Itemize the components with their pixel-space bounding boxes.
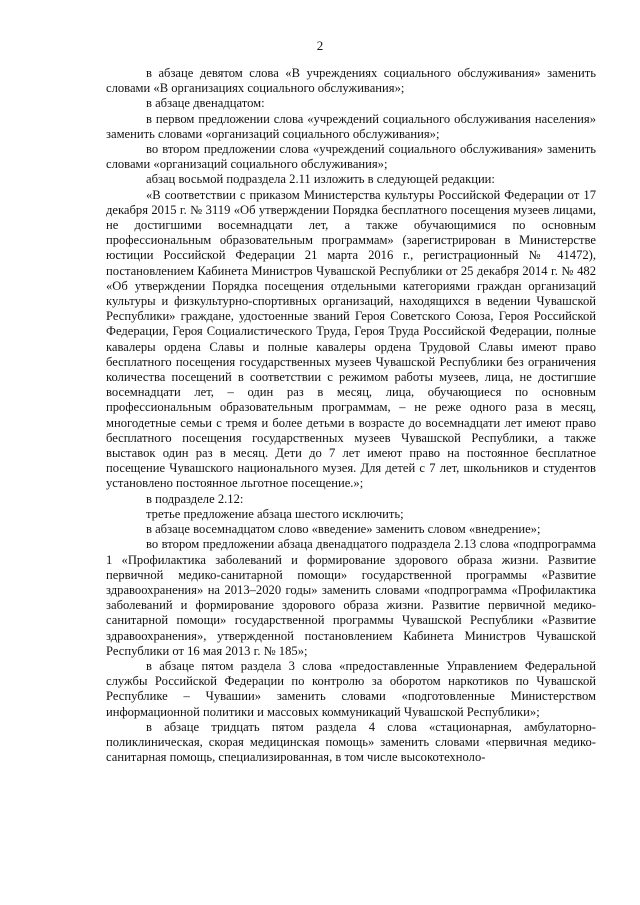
paragraph: в абзаце пятом раздела 3 слова «предоставленные Управлением Федеральной службы Российской Федерации по контролю за оборотом наркотиков по Чувашской Республике – Чувашии» заменить словами «подготовленные Министерством информационной политики и массовых коммуникаций Чувашской Республики»; bbox=[106, 658, 596, 719]
paragraph: третье предложение абзаца шестого исключить; bbox=[146, 506, 404, 521]
paragraph: в подразделе 2.12: bbox=[146, 491, 244, 506]
paragraph: абзац восьмой подраздела 2.11 изложить в следующей редакции: bbox=[146, 172, 495, 187]
paragraph: в абзаце тридцать пятом раздела 4 слова «стационарная, амбулаторно-поликлиническая, скорая медицинская помощь» заменить словами «первичная медико-санитарная помощь, специализированная, в том числе высокотехноло- bbox=[106, 719, 596, 765]
document-body bbox=[106, 66, 596, 765]
paragraph: в абзаце девятом слова «В учреждениях социального обслуживания» заменить словами «В организациях социального обслуживания»; bbox=[106, 66, 596, 96]
paragraph: во втором предложении абзаца двенадцатого подраздела 2.13 слова «подпрограмма 1 «Профилактика заболеваний и формирование здорового образа жизни. Развитие первичной медико-санитарной помощи» государственной программы «Развитие здравоохранения» на 2013–2020 годы» заменить словами «подпрограмма «Профилактика заболеваний и формирование здорового образа жизни. Развитие первичной медико-санитарной помощи» государственной программы Чувашской Республики «Развитие здравоохранения», утвержденной постановлением Кабинета Министров Чувашской Республики от 16 мая 2013 г. № 185»; bbox=[106, 537, 596, 658]
page-number: 2 bbox=[316, 38, 324, 53]
paragraph: во втором предложении слова «учреждений социального обслуживания» заменить словами «организаций социального обслуживания»; bbox=[106, 142, 596, 172]
paragraph: в абзаце двенадцатом: bbox=[146, 96, 265, 111]
paragraph: в абзаце восемнадцатом слово «введение» заменить словом «внедрение»; bbox=[146, 522, 541, 537]
paragraph: в первом предложении слова «учреждений социального обслуживания населения» заменить словами «организаций социального обслуживания»; bbox=[106, 111, 596, 141]
paragraph: «В соответствии с приказом Министерства культуры Российской Федерации от 17 декабря 2015 г. № 3119 «Об утверждении Порядка бесплатного посещения музеев лицами, не достигшими восемнадцати лет, а также обучающимися по основным профессиональным образовательным программам» (зарегистрирован в Министерстве юстиции Российской Федерации 21 марта 2016 г., регистрационный № 41472), постановлением Кабинета Министров Чувашской Республики от 25 декабря 2014 г. № 482 «Об утверждении Порядка посещения отдельными категориями граждан организаций культуры и физкультурно-спортивных организаций, находящихся в ведении Чувашской Республики» граждане, удостоенные званий Героя Советского Союза, Героя Российской Федерации, Героя Социалистического Труда, Героя Труда Российской Федерации, полные кавалеры ордена Славы и полные кавалеры ордена Трудовой Славы имеют право бесплатного посещения государственных музеев Чувашской Республики без ограничения количества посещений в соответствии с режимом работы музеев, лица, не достигшие восемнадцати лет, – один раз в месяц, лица, обучающиеся по основным профессиональным образовательным программам, – не реже одного раза в месяц, многодетные семьи с тремя и более детьми в возрасте до восемнадцати лет имеют право бесплатного посещения государственных музеев Чувашской Республики, а также выставок один раз в месяц. Дети до 7 лет имеют право на постоянное бесплатное посещение Чувашского национального музея. Для детей с 7 лет, школьников и студентов установлено постоянное льготное посещение.»; bbox=[106, 187, 596, 491]
